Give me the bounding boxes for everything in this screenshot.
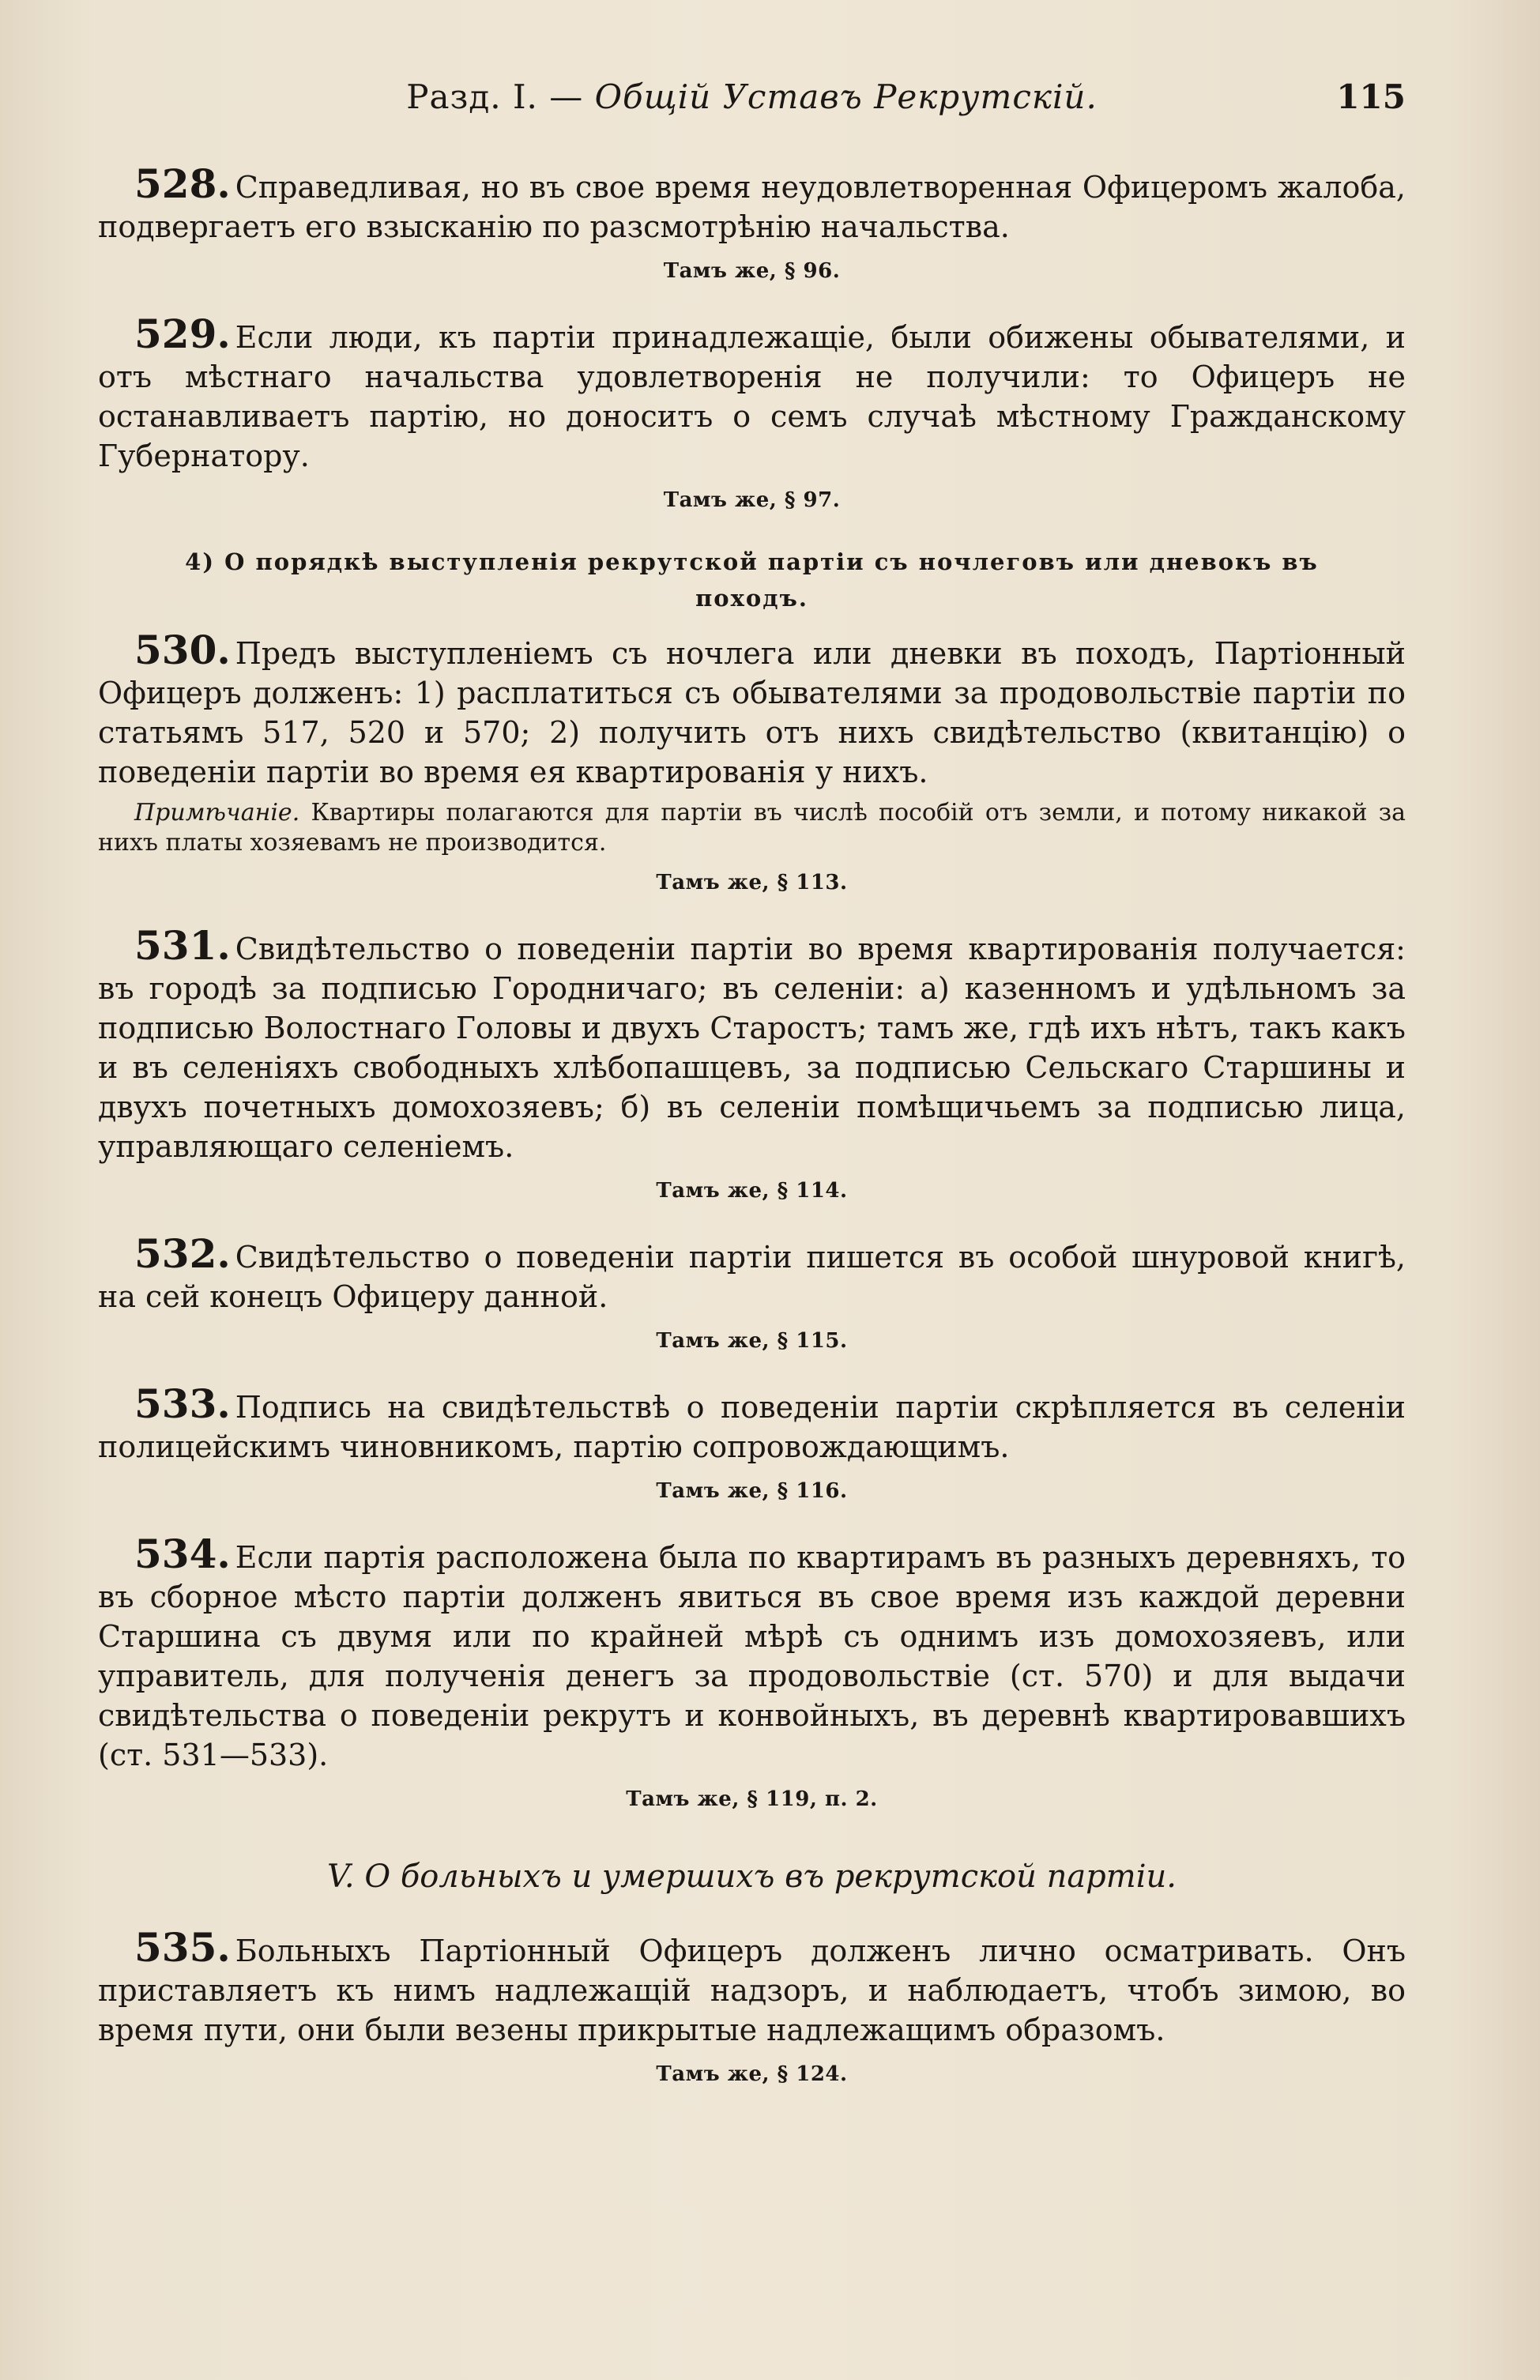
section-heading-v: V. О больныхъ и умершихъ въ рекрутской партіи. — [327, 1858, 1177, 1895]
article-533 — [98, 1380, 1406, 1511]
article-number: 534. — [134, 1531, 231, 1577]
article-source: Тамъ же, § 116. — [656, 1479, 848, 1503]
article-530 — [98, 627, 1406, 902]
article-source: Тамъ же, § 115. — [656, 1329, 848, 1353]
article-529 — [98, 311, 1406, 520]
article-number: 531. — [134, 922, 231, 969]
article-source: Тамъ же, § 124. — [656, 2062, 848, 2086]
running-title: Общій Уставъ Рекрутскій. — [594, 77, 1098, 116]
note-label: Примѣчаніе. — [134, 799, 300, 827]
article-text: Справедливая, но въ свое время неудовлетворенная Офицеромъ жалоба, подвергаетъ его взысканію по разсмотрѣнію начальства. — [98, 170, 1406, 244]
article-text: Если люди, къ партіи принадлежащіе, были обижены обывателями, и отъ мѣстнаго начальства удовлетворенія не получили: то Офицеръ не останавливаетъ партію, но доноситъ о семъ случаѣ мѣстному Гражданскому Губернатору. — [98, 320, 1406, 473]
article-text: Свидѣтельство о поведеніи партіи во время квартированія получается: въ городѣ за подписью Городничаго; въ селеніи: а) казенномъ и удѣльномъ за подписью Волостнаго Головы и двухъ Старостъ; тамъ же, гдѣ ихъ нѣтъ, такъ какъ и въ селеніяхъ свободныхъ хлѣбопашцевъ, за подписью Сельскаго Старшины и двухъ почетныхъ домохозяевъ; б) въ селеніи помѣщичьемъ за подписью лица, управляющаго селеніемъ. — [98, 932, 1406, 1164]
article-531 — [98, 922, 1406, 1211]
article-528 — [98, 160, 1406, 291]
note-text: Квартиры полагаются для партіи въ числѣ пособій отъ земли, и потому никакой за нихъ платы хозяевамъ не производится. — [98, 799, 1406, 857]
article-text: Предъ выступленіемъ съ ночлега или дневки въ походъ, Партіонный Офицеръ долженъ: 1) расплатиться съ обывателями за продовольствіе партіи по статьямъ 517, 520 и 570; 2) получить отъ нихъ свидѣтельство (квитанцію) о поведеніи партіи во время ея квартированія у нихъ. — [98, 636, 1406, 789]
article-source: Тамъ же, § 113. — [656, 871, 848, 894]
article-text: Свидѣтельство о поведеніи партіи пишется въ особой шнуровой книгѣ, на сей конецъ Офицеру данной. — [98, 1240, 1406, 1314]
article-source: Тамъ же, § 114. — [656, 1179, 848, 1203]
article-number: 533. — [134, 1380, 231, 1427]
article-text: Больныхъ Партіонный Офицеръ долженъ лично осматривать. Онъ приставляетъ къ нимъ надлежащій надзоръ, и наблюдаетъ, чтобъ зимою, во время пути, они были везены прикрытые надлежащимъ образомъ. — [98, 1934, 1406, 2047]
article-534 — [98, 1531, 1406, 1819]
article-text: Подпись на свидѣтельствѣ о поведеніи партіи скрѣпляется въ селеніи полицейскимъ чиновникомъ, партію сопровождающимъ. — [98, 1390, 1406, 1464]
article-535 — [98, 1924, 1406, 2094]
header-dash: — — [549, 77, 584, 116]
page-number: 115 — [1336, 77, 1406, 116]
section-label: Разд. I. — [406, 77, 538, 116]
article-source: Тамъ же, § 119, п. 2. — [626, 1787, 878, 1811]
article-text: Если партія расположена была по квартирамъ въ разныхъ деревняхъ, то въ сборное мѣсто партіи долженъ явиться въ свое время изъ каждой деревни Старшина съ двумя или по крайней мѣрѣ съ однимъ изъ домохозяевъ, или управитель, для полученія денегъ за продовольствіе (ст. 570) и для выдачи свидѣтельства о поведеніи рекрутъ и конвойныхъ, въ деревнѣ квартировавшихъ (ст. 531—533). — [98, 1540, 1406, 1772]
article-number: 529. — [134, 311, 231, 357]
subsection-heading-4: 4) О порядкѣ выступленія рекрутской партіи съ ночлеговъ или дневокъ въ походъ. — [185, 548, 1319, 612]
article-note — [98, 798, 1406, 858]
running-head — [98, 77, 1406, 116]
article-number: 528. — [134, 160, 231, 207]
article-number: 530. — [134, 627, 231, 673]
article-532 — [98, 1230, 1406, 1361]
article-number: 532. — [134, 1230, 231, 1277]
article-number: 535. — [134, 1924, 231, 1971]
page-header — [98, 70, 1406, 133]
article-source: Тамъ же, § 96. — [663, 259, 841, 283]
article-source: Тамъ же, § 97. — [663, 488, 841, 512]
